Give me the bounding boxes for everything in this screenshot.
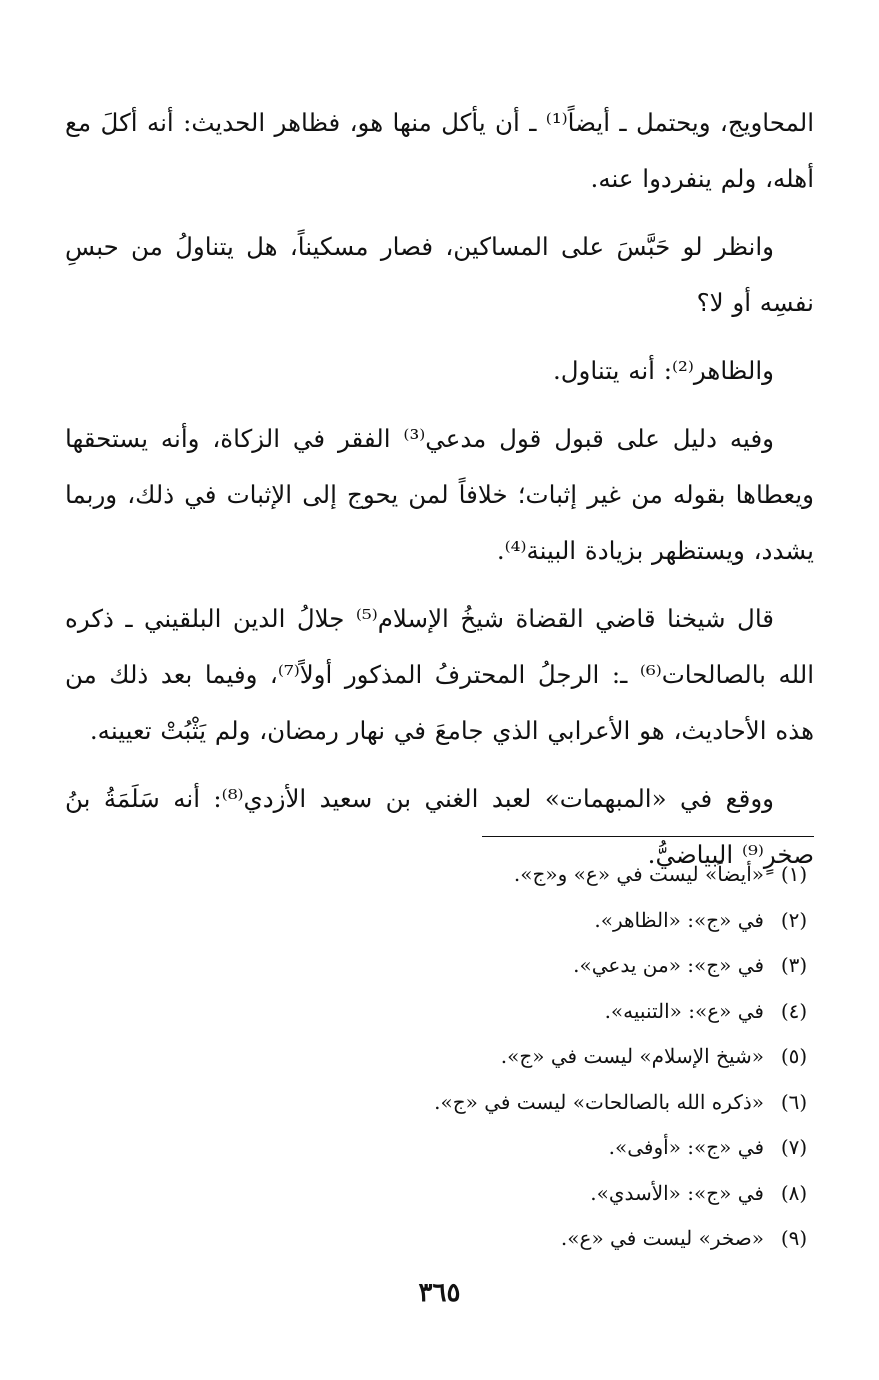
footnote-text: في «ج»: «الأسدي». [590,1180,764,1205]
footnote-text: في «ج»: «أوفى». [608,1135,764,1159]
footnote-5 [65,1034,814,1080]
footnote-9 [65,1216,814,1262]
footnote-text: في «ع»: «التنبيه». [604,998,764,1023]
footnote-separator [482,836,814,837]
footnote-3 [65,943,814,989]
footnote-1 [65,852,814,898]
paragraph-2: وانظر لو حَبَّسَ على المساكين، فصار مسكيناً، هل يتناولُ من حبسِ نفسِه أو لا؟ [65,232,814,317]
footnote-number: (١) [780,862,808,886]
footnote-text: «أيضاً» ليست في «ع» و«ج». [513,862,764,886]
paragraph-4: وفيه دليل على قبول قول مدعي⁽³⁾ الفقر في الزكاة، وأنه يستحقها ويعطاها بقوله من غير إثبات؛ خلافاً لمن يحوج إلى الإثبات في ذلك، وربما يشدد، ويستظهر بزيادة البينة⁽⁴⁾. [65,424,814,565]
footnote-text: في «ج»: «من يدعي». [573,953,764,977]
page-number: ٣٦٥ [418,1278,461,1308]
footnote-text: «صخر» ليست في «ع». [560,1226,764,1250]
footnote-text: في «ج»: «الظاهر». [594,907,764,932]
footnote-number: (٤) [780,998,808,1023]
footnote-number: (٦) [780,1089,808,1114]
footnote-2 [65,898,814,944]
footnote-4 [65,989,814,1035]
footnote-text: «ذكره الله بالصالحات» ليست في «ج». [434,1089,764,1114]
footnote-number: (٨) [780,1180,808,1205]
footnote-6 [65,1080,814,1126]
footnote-text: «شيخ الإسلام» ليست في «ج». [500,1044,764,1068]
footnote-8 [65,1171,814,1217]
footnotes [65,852,814,1262]
paragraph-6: ووقع في «المبهمات» لعبد الغني بن سعيد الأزدي⁽⁸⁾: أنه سَلَمَةُ بنُ صخرٍ⁽⁹⁾ البياضيُّ. [65,784,814,869]
footnote-number: (٥) [780,1044,808,1068]
footnote-number: (٧) [780,1135,808,1159]
main-text [65,95,814,895]
footnote-number: (٩) [780,1226,808,1250]
paragraph-3: والظاهر⁽²⁾: أنه يتناول. [552,356,774,385]
footnote-number: (٣) [780,953,808,977]
footnote-7 [65,1125,814,1171]
paragraph-1: المحاويج، ويحتمل ـ أيضاً⁽¹⁾ ـ أن يأكل منها هو، فظاهر الحديث: أنه أكلَ مع أهله، ولم ينفردوا عنه. [65,108,815,193]
paragraph-5: قال شيخنا قاضي القضاة شيخُ الإسلام⁽⁵⁾ جلالُ الدين البلقيني ـ ذكره الله بالصالحات⁽⁶⁾ ـ: الرجلُ المحترفُ المذكور أولاً⁽⁷⁾، وفيما بعد ذلك من هذه الأحاديث، هو الأعرابي الذي جامعَ في نهار رمضان، ولم يَثْبُتْ تعيينه. [65,604,815,745]
footnote-number: (٢) [780,907,808,932]
